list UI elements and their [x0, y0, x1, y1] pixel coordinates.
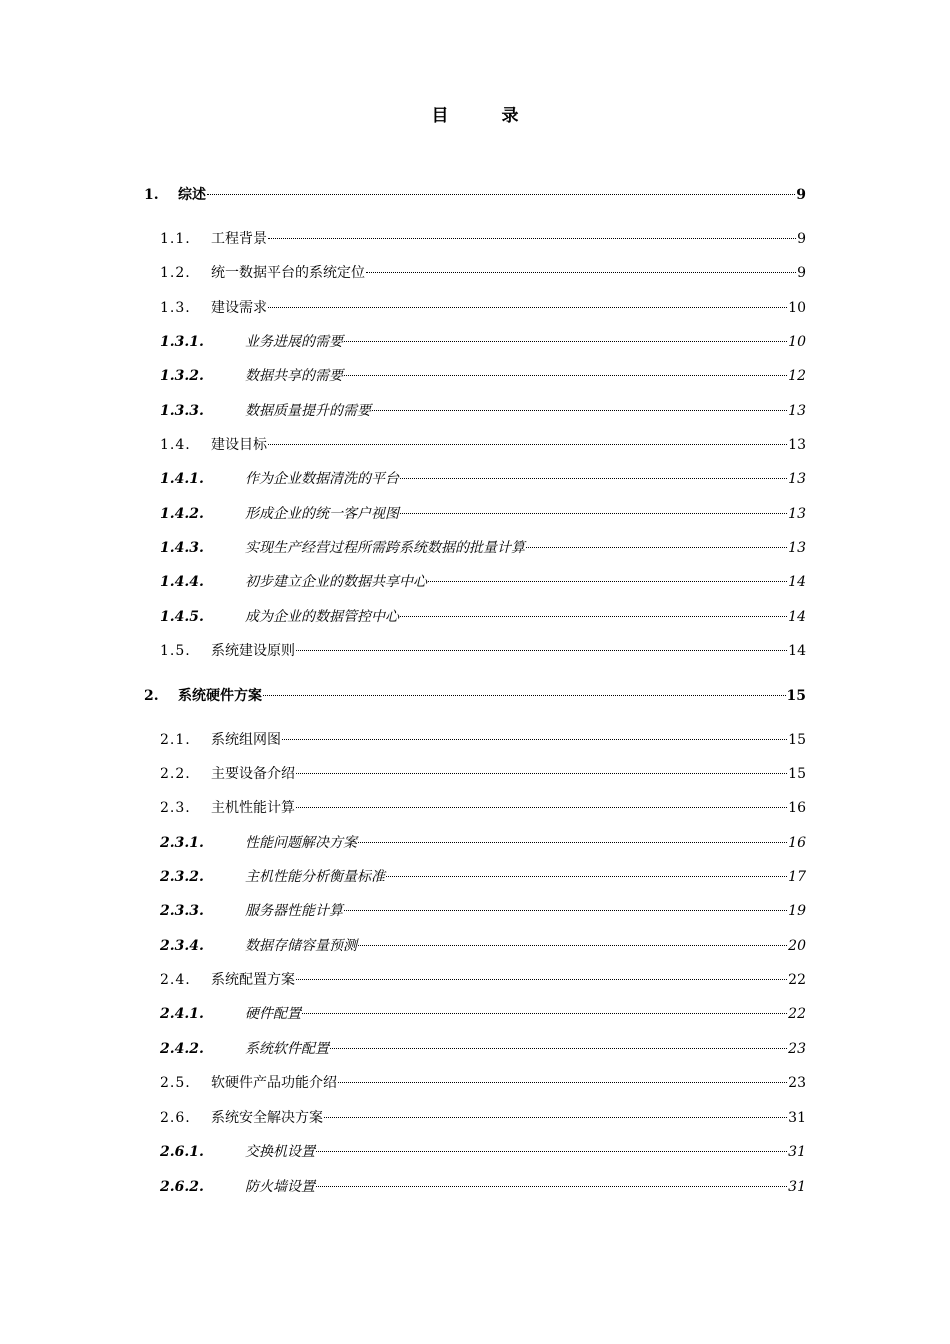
- toc-dot-leader: [324, 1115, 787, 1118]
- toc-entry-title: 成为企业的数据管控中心: [245, 609, 399, 625]
- toc-entry[interactable]: [160, 935, 806, 957]
- toc-entry-page-number: 10: [788, 334, 806, 350]
- toc-entry-number: 1.4.5.: [160, 609, 204, 625]
- toc-entry-number: 2.6.: [160, 1110, 191, 1126]
- toc-dot-leader: [366, 270, 796, 273]
- toc-dot-leader: [296, 648, 787, 651]
- toc-entry-number: 2.6.1.: [160, 1144, 204, 1160]
- toc-entry-number: 2.3.1.: [160, 835, 204, 851]
- toc-entry[interactable]: [144, 184, 806, 206]
- toc-entry-number: 1.3.1.: [160, 334, 204, 350]
- toc-dot-leader: [296, 771, 787, 774]
- toc-entry-page-number: 15: [786, 688, 806, 704]
- toc-entry-number: 1.4.4.: [160, 574, 204, 590]
- toc-entry-title: 硬件配置: [245, 1006, 301, 1022]
- toc-entry[interactable]: [160, 866, 806, 888]
- toc-entry-title: 防火墙设置: [245, 1179, 315, 1195]
- toc-entry-number: 2.1.: [160, 732, 191, 748]
- toc-entry-number: 1.1.: [160, 231, 191, 247]
- toc-entry-title: 系统硬件方案: [178, 688, 262, 704]
- toc-entry[interactable]: [160, 1072, 806, 1094]
- toc-entry-title: 系统建设原则: [211, 643, 295, 659]
- toc-dot-leader: [526, 545, 787, 548]
- toc-entry-number: 1.5.: [160, 643, 191, 659]
- toc-entry[interactable]: [160, 400, 806, 422]
- toc-dot-leader: [330, 1046, 787, 1049]
- toc-entry[interactable]: [160, 434, 806, 456]
- toc-entry[interactable]: [160, 969, 806, 991]
- toc-entry-title: 软硬件产品功能介绍: [211, 1075, 337, 1091]
- toc-entry[interactable]: [160, 365, 806, 387]
- toc-dot-leader: [372, 408, 787, 411]
- toc-entry[interactable]: [160, 1107, 806, 1129]
- toc-dot-leader: [344, 908, 787, 911]
- toc-entry-title: 综述: [178, 187, 206, 203]
- toc-title: 目 录: [431, 106, 537, 126]
- toc-entry[interactable]: [160, 262, 806, 284]
- toc-entry-page-number: 15: [788, 766, 806, 782]
- toc-entry-number: 2.3.4.: [160, 938, 204, 954]
- toc-entry-number: 2.6.2.: [160, 1179, 204, 1195]
- toc-entry-page-number: 13: [788, 540, 806, 556]
- toc-entry-page-number: 13: [788, 437, 806, 453]
- toc-entry-number: 1.2.: [160, 265, 191, 281]
- toc-entry-number: 1.4.: [160, 437, 191, 453]
- toc-entry-title: 数据质量提升的需要: [245, 403, 371, 419]
- toc-entry-number: 1.3.: [160, 300, 191, 316]
- toc-dot-leader: [316, 1149, 787, 1152]
- toc-entry[interactable]: [160, 537, 806, 559]
- toc-entry-page-number: 14: [788, 643, 806, 659]
- toc-entry-number: 2.4.1.: [160, 1006, 204, 1022]
- toc-entry-title: 建设需求: [211, 300, 267, 316]
- toc-dot-leader: [316, 1184, 787, 1187]
- toc-entry-page-number: 23: [788, 1041, 806, 1057]
- toc-entry-title: 系统组网图: [211, 732, 281, 748]
- toc-dot-leader: [358, 840, 787, 843]
- toc-dot-leader: [358, 943, 787, 946]
- toc-entry-page-number: 13: [788, 506, 806, 522]
- toc-entry[interactable]: [160, 763, 806, 785]
- toc-dot-leader: [428, 579, 787, 582]
- toc-entry-title: 作为企业数据清洗的平台: [245, 471, 399, 487]
- toc-dot-leader: [344, 339, 787, 342]
- toc-entry-title: 系统配置方案: [211, 972, 295, 988]
- toc-entry-page-number: 16: [788, 800, 806, 816]
- toc-dot-leader: [207, 192, 795, 195]
- toc-entry-title: 性能问题解决方案: [245, 835, 357, 851]
- toc-entry-page-number: 31: [788, 1179, 806, 1195]
- toc-entry-number: 1.3.3.: [160, 403, 204, 419]
- toc-entry-number: 1.4.1.: [160, 471, 204, 487]
- toc-dot-leader: [263, 693, 786, 696]
- toc-entry[interactable]: [160, 1176, 806, 1198]
- toc-dot-leader: [400, 476, 787, 479]
- toc-entry[interactable]: [144, 685, 806, 707]
- toc-entry-number: 2.3.: [160, 800, 191, 816]
- toc-entry[interactable]: [160, 228, 806, 250]
- toc-entry-title: 实现生产经营过程所需跨系统数据的批量计算: [245, 540, 525, 556]
- toc-entry-title: 主机性能计算: [211, 800, 295, 816]
- toc-dot-leader: [386, 874, 787, 877]
- toc-entry-page-number: 9: [797, 265, 806, 281]
- toc-entry-number: 1.4.3.: [160, 540, 204, 556]
- toc-entry[interactable]: [160, 606, 806, 628]
- toc-entry[interactable]: [160, 1003, 806, 1025]
- toc-entry-number: 1.: [144, 187, 159, 203]
- toc-entry-page-number: 23: [788, 1075, 806, 1091]
- toc-dot-leader: [268, 305, 787, 308]
- toc-entry-title: 建设目标: [211, 437, 267, 453]
- toc-entry-title: 形成企业的统一客户视图: [245, 506, 399, 522]
- toc-entry[interactable]: [160, 797, 806, 819]
- toc-entry-title: 数据共享的需要: [245, 368, 343, 384]
- toc-entry-title: 系统软件配置: [245, 1041, 329, 1057]
- toc-entry-page-number: 15: [788, 732, 806, 748]
- toc-entry-page-number: 13: [788, 471, 806, 487]
- toc-entry[interactable]: [160, 468, 806, 490]
- toc-entry-title: 业务进展的需要: [245, 334, 343, 350]
- toc-entry-title: 初步建立企业的数据共享中心: [245, 574, 427, 590]
- toc-entry[interactable]: [160, 729, 806, 751]
- toc-dot-leader: [296, 805, 787, 808]
- toc-entry-title: 工程背景: [211, 231, 267, 247]
- toc-entry-page-number: 31: [788, 1144, 806, 1160]
- toc-entry-page-number: 19: [788, 903, 806, 919]
- toc-entry-number: 2.5.: [160, 1075, 191, 1091]
- toc-entry-page-number: 22: [788, 1006, 806, 1022]
- toc-entry-page-number: 13: [788, 403, 806, 419]
- toc-entry-number: 2.: [144, 688, 159, 704]
- toc-entry-page-number: 20: [788, 938, 806, 954]
- toc-entry[interactable]: [160, 1141, 806, 1163]
- toc-entry[interactable]: [160, 900, 806, 922]
- toc-entry-page-number: 16: [788, 835, 806, 851]
- toc-dot-leader: [268, 236, 796, 239]
- toc-dot-leader: [282, 737, 787, 740]
- toc-entry[interactable]: [160, 571, 806, 593]
- toc-entry-page-number: 12: [788, 368, 806, 384]
- toc-entry[interactable]: [160, 331, 806, 353]
- toc-dot-leader: [296, 977, 787, 980]
- toc-entry-title: 服务器性能计算: [245, 903, 343, 919]
- toc-entry-page-number: 9: [797, 231, 806, 247]
- toc-entry-title: 交换机设置: [245, 1144, 315, 1160]
- toc-entry-page-number: 31: [788, 1110, 806, 1126]
- toc-entry-number: 2.4.2.: [160, 1041, 204, 1057]
- toc-entry-number: 2.3.2.: [160, 869, 204, 885]
- toc-entry[interactable]: [160, 640, 806, 662]
- toc-entry-page-number: 14: [788, 574, 806, 590]
- toc-entry-number: 2.4.: [160, 972, 191, 988]
- toc-dot-leader: [268, 442, 787, 445]
- toc-entry-page-number: 14: [788, 609, 806, 625]
- toc-entry-title: 统一数据平台的系统定位: [211, 265, 365, 281]
- toc-entry-title: 主机性能分析衡量标准: [245, 869, 385, 885]
- toc-entry-title: 数据存储容量预测: [245, 938, 357, 954]
- toc-dot-leader: [302, 1011, 787, 1014]
- toc-dot-leader: [400, 614, 787, 617]
- toc-entry[interactable]: [160, 503, 806, 525]
- toc-entry-title: 主要设备介绍: [211, 766, 295, 782]
- toc-entry[interactable]: [160, 832, 806, 854]
- toc-entry[interactable]: [160, 1038, 806, 1060]
- toc-entry[interactable]: [160, 297, 806, 319]
- toc-entry-number: 1.4.2.: [160, 506, 204, 522]
- toc-entry-page-number: 9: [796, 187, 806, 203]
- toc-entry-number: 1.3.2.: [160, 368, 204, 384]
- toc-entry-number: 2.3.3.: [160, 903, 204, 919]
- toc-dot-leader: [400, 511, 787, 514]
- toc-entry-page-number: 10: [788, 300, 806, 316]
- toc-entry-title: 系统安全解决方案: [211, 1110, 323, 1126]
- toc-entry-page-number: 17: [788, 869, 806, 885]
- toc-dot-leader: [338, 1080, 787, 1083]
- toc-entry-page-number: 22: [788, 972, 806, 988]
- toc-entry-number: 2.2.: [160, 766, 191, 782]
- toc-dot-leader: [344, 373, 787, 376]
